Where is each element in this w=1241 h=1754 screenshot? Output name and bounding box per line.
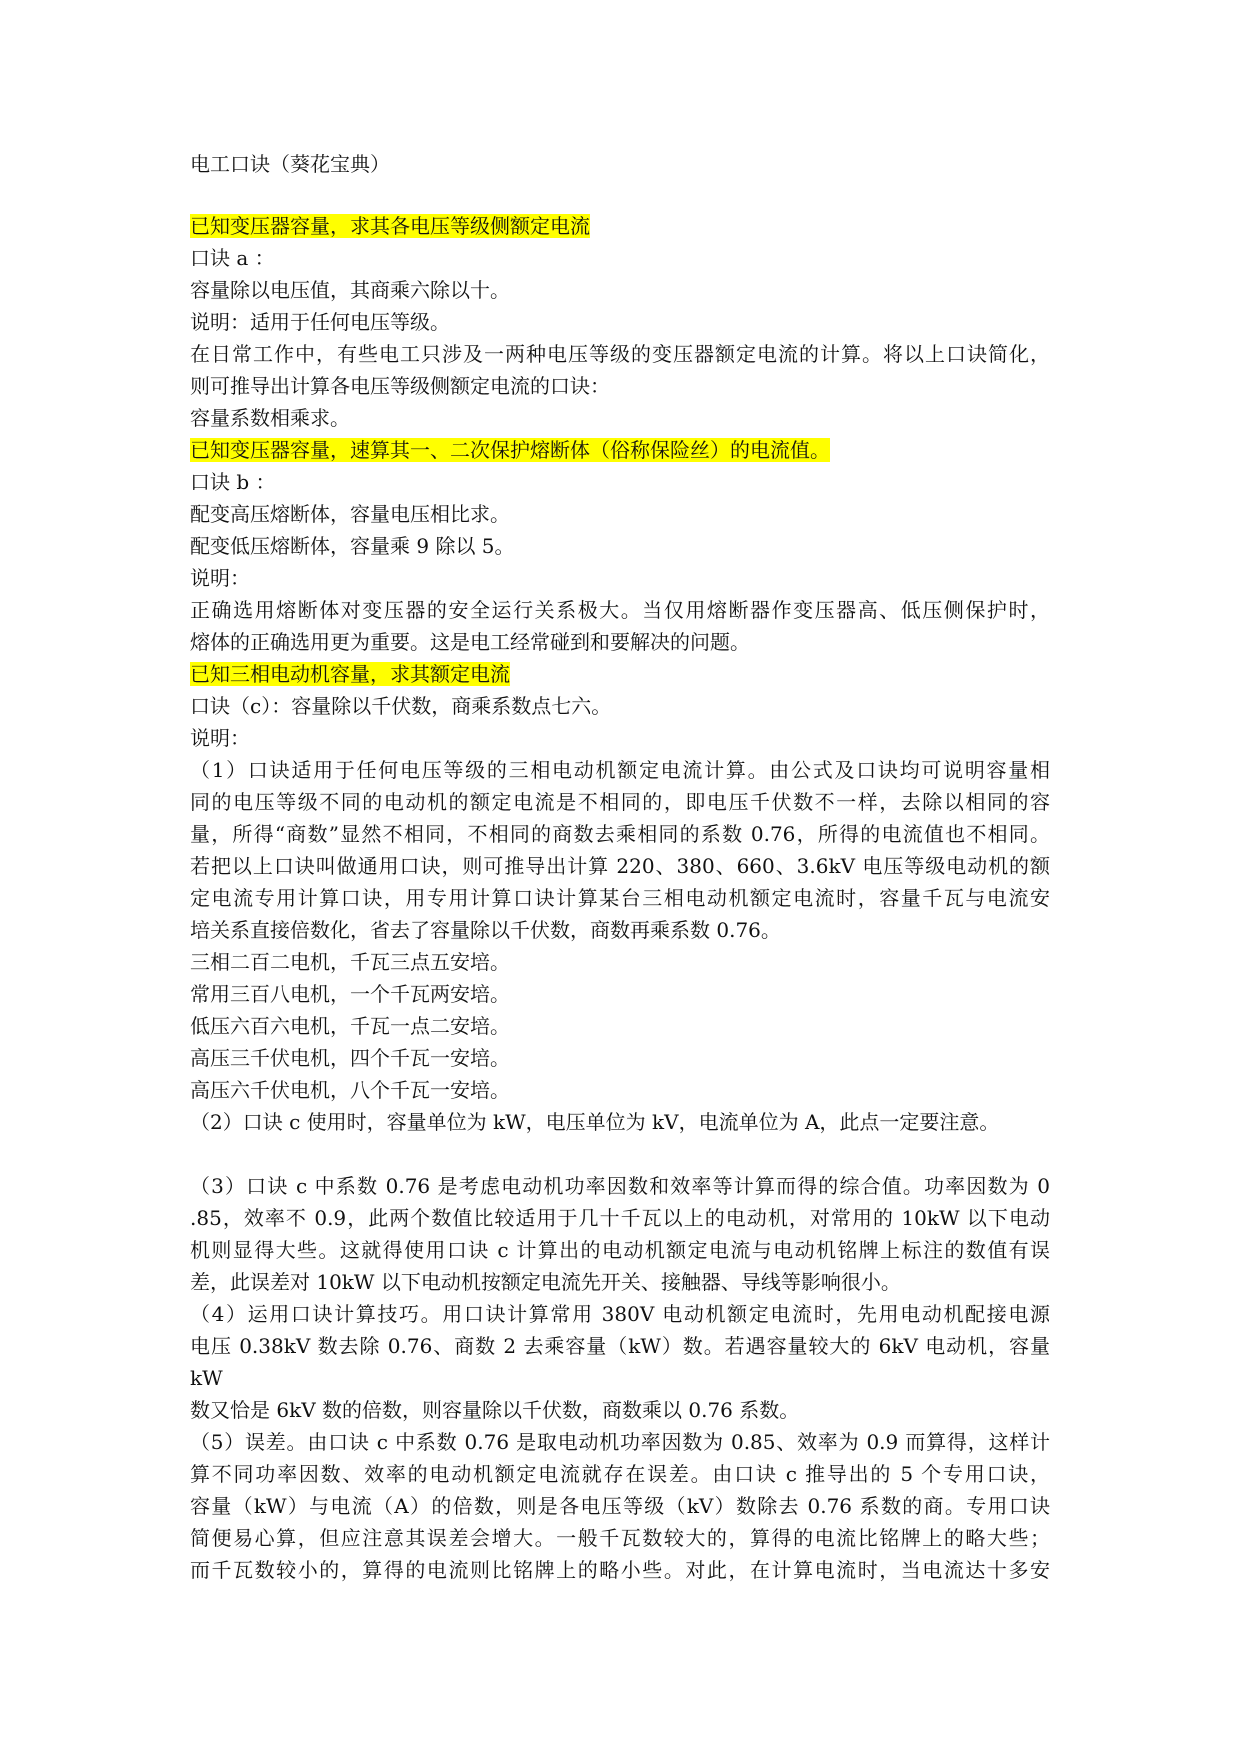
section-b-rule-high: 配变高压熔断体，容量电压相比求。 [190,502,510,526]
section-a-paragraph-line: 则可推导出计算各电压等级侧额定电流的口诀： [190,374,610,398]
section-c-p1-line: 定电流专用计算口诀，用专用计算口诀计算某台三相电动机额定电流时，容量千瓦与电流安 [190,886,1050,910]
section-c-p5-line: 算不同功率因数、效率的电动机额定电流就存在误差。由口诀 c 推导出的 5 个专用口诀， [190,1462,1050,1486]
section-c-p1-line: （1）口诀适用于任何电压等级的三相电动机额定电流计算。由公式及口诀均可说明容量相 [190,758,1050,782]
section-c-rule: 高压三千伏电机，四个千瓦一安培。 [190,1046,510,1070]
section-c-p3-line: .85，效率不 0.9，此两个数值比较适用于几十千瓦以上的电动机，对常用的 10kW 以下电动 [190,1206,1050,1230]
document-page [190,148,1050,1586]
section-b-paragraph-line: 熔体的正确选用更为重要。这是电工经常碰到和要解决的问题。 [190,630,750,654]
section-c-p2: （2）口诀 c 使用时，容量单位为 kW，电压单位为 kV，电流单位为 A，此点一定要注意。 [190,1110,1000,1134]
section-c-p5-line: 简便易心算，但应注意其误差会增大。一般千瓦数较大的，算得的电流比铭牌上的略大些； [190,1526,1050,1550]
section-b-label: 口诀 b ： [190,470,276,494]
section-c-p1-line: 培关系直接倍数化，省去了容量除以千伏数，商数再乘系数 0.76。 [190,918,781,942]
section-a-label: 口诀 a ： [190,246,275,270]
section-a-note: 说明：适用于任何电压等级。 [190,310,450,334]
section-c-label: 口诀（c）：容量除以千伏数，商乘系数点七六。 [190,694,612,718]
section-c-p3-line: 差，此误差对 10kW 以下电动机按额定电流先开关、接触器、导线等影响很小。 [190,1270,901,1294]
section-c-p4-line: （4）运用口诀计算技巧。用口诀计算常用 380V 电动机额定电流时，先用电动机配接电源 [190,1302,1050,1326]
spacer [190,1138,1050,1170]
section-c-rule: 三相二百二电机，千瓦三点五安培。 [190,950,510,974]
section-c-rule: 低压六百六电机，千瓦一点二安培。 [190,1014,510,1038]
section-c-p4-line: 数又恰是 6kV 数的倍数，则容量除以千伏数，商数乘以 0.76 系数。 [190,1398,800,1422]
section-a-short-rule: 容量系数相乘求。 [190,406,350,430]
section-b-heading: 已知变压器容量，速算其一、二次保护熔断体（俗称保险丝）的电流值。 [190,438,830,462]
section-c-p3-line: （3）口诀 c 中系数 0.76 是考虑电动机功率因数和效率等计算而得的综合值。功率因数为 0 [190,1174,1050,1198]
section-b-rule-low: 配变低压熔断体，容量乘 9 除以 5。 [190,534,515,558]
section-c-p4-line: 电压 0.38kV 数去除 0.76、商数 2 去乘容量（kW）数。若遇容量较大的 6kV 电动机，容量 kW [190,1334,1050,1390]
section-c-heading: 已知三相电动机容量，求其额定电流 [190,662,510,686]
section-a-formula: 容量除以电压值，其商乘六除以十。 [190,278,510,302]
section-c-p5-line: 容量（kW）与电流（A）的倍数，则是各电压等级（kV）数除去 0.76 系数的商。专用口诀 [190,1494,1050,1518]
section-a-heading: 已知变压器容量，求其各电压等级侧额定电流 [190,214,590,238]
section-c-p1-line: 同的电压等级不同的电动机的额定电流是不相同的，即电压千伏数不一样，去除以相同的容 [190,790,1050,814]
section-c-note: 说明： [190,726,250,750]
section-c-p1-line: 若把以上口诀叫做通用口诀，则可推导出计算 220、380、660、3.6kV 电压等级电动机的额 [190,854,1050,878]
section-b-paragraph-line: 正确选用熔断体对变压器的安全运行关系极大。当仅用熔断器作变压器高、低压侧保护时， [190,598,1050,622]
section-b-note: 说明： [190,566,250,590]
section-a-paragraph-line: 在日常工作中，有些电工只涉及一两种电压等级的变压器额定电流的计算。将以上口诀简化， [190,342,1050,366]
section-c-p1-line: 量，所得“商数”显然不相同，不相同的商数去乘相同的系数 0.76，所得的电流值也不相同。 [190,822,1050,846]
section-c-p5-line: （5）误差。由口诀 c 中系数 0.76 是取电动机功率因数为 0.85、效率为 0.9 而算得，这样计 [190,1430,1050,1454]
section-c-rule: 高压六千伏电机，八个千瓦一安培。 [190,1078,510,1102]
section-c-rule: 常用三百八电机，一个千瓦两安培。 [190,982,510,1006]
document-title: 电工口诀（葵花宝典） [190,152,390,176]
section-c-p5-line: 而千瓦数较小的，算得的电流则比铭牌上的略小些。对此，在计算电流时，当电流达十多安 [190,1558,1050,1582]
section-c-p3-line: 机则显得大些。这就得使用口诀 c 计算出的电动机额定电流与电动机铭牌上标注的数值有误 [190,1238,1050,1262]
